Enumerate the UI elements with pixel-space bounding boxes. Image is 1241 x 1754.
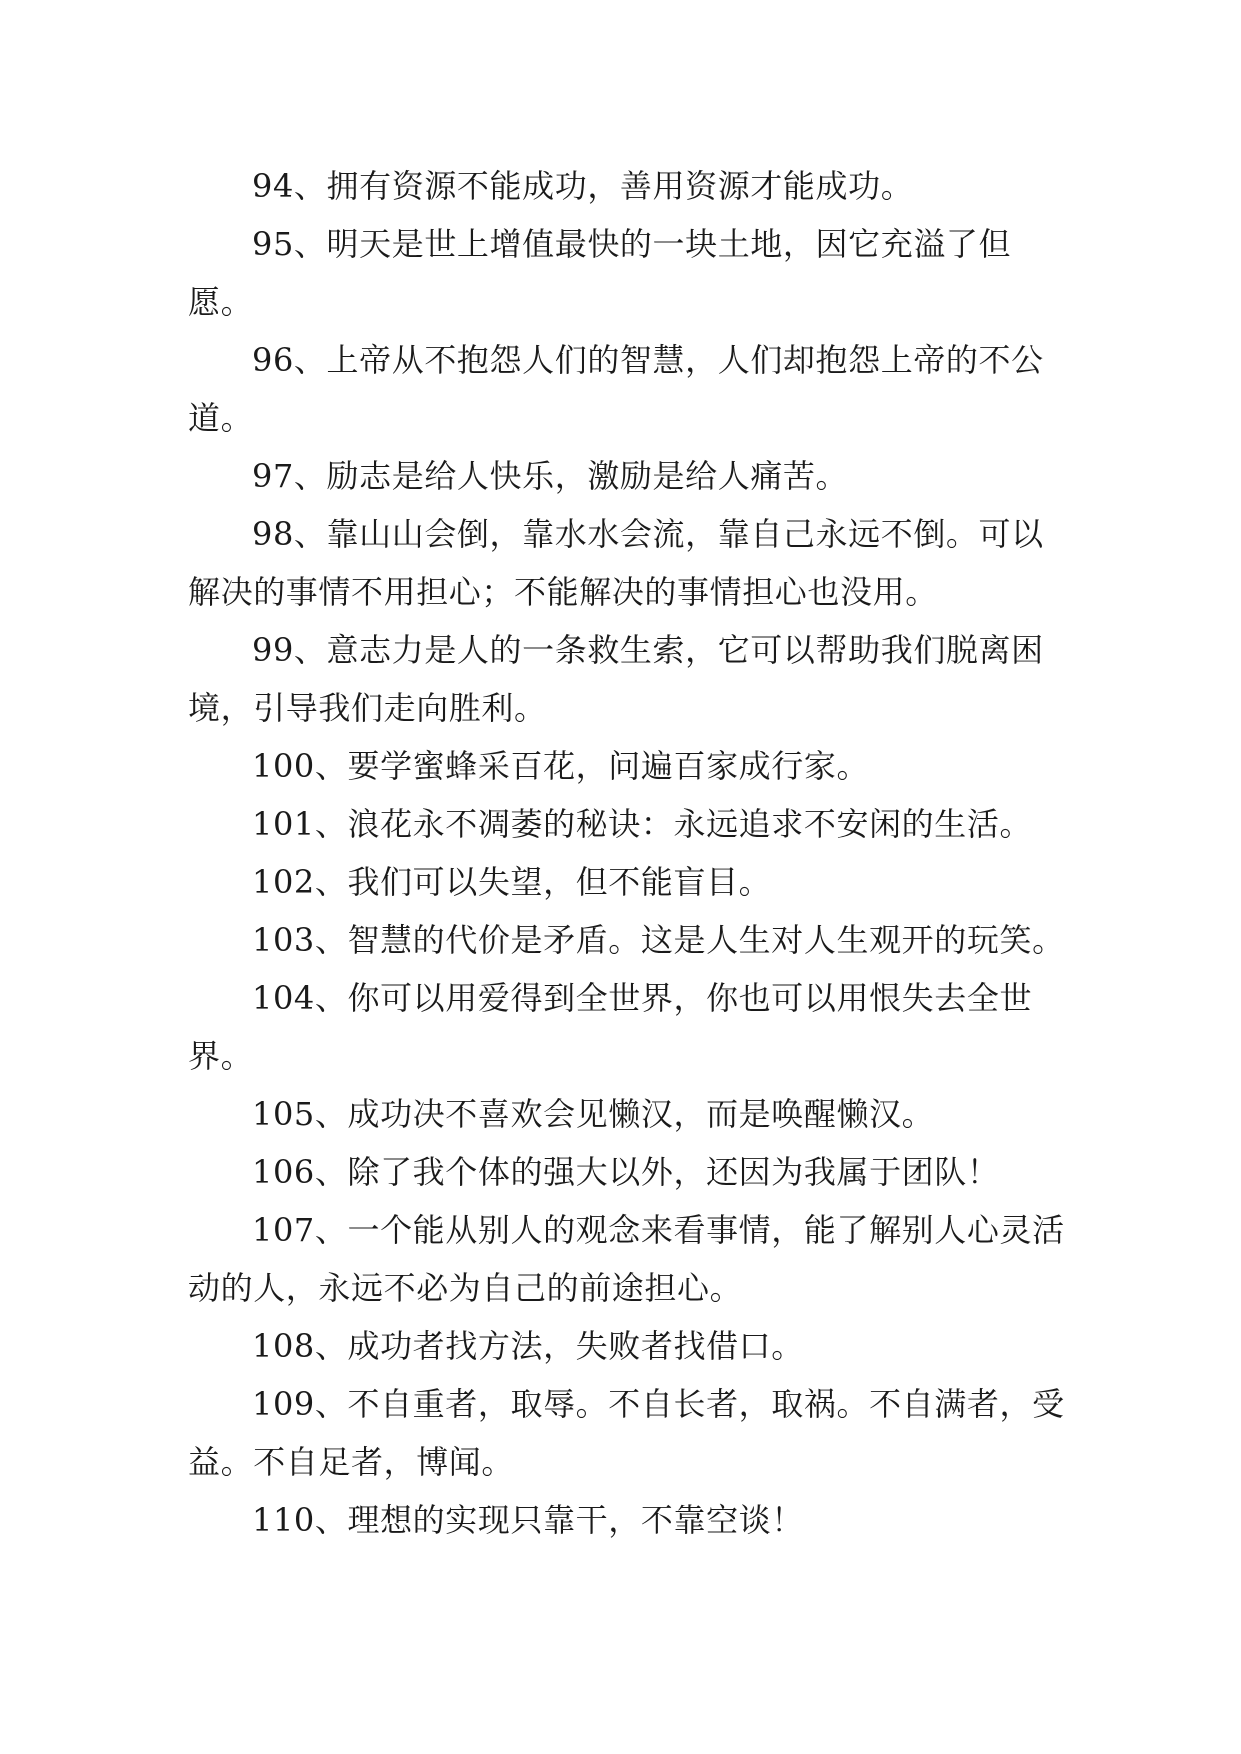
- paragraph-102: 102、我们可以失望，但不能盲目。: [252, 863, 772, 901]
- paragraph-100: 100、要学蜜蜂采百花，问遍百家成行家。: [252, 747, 870, 785]
- paragraph-110: 110、理想的实现只靠干，不靠空谈！: [252, 1501, 804, 1539]
- paragraph-99: 99、意志力是人的一条救生索，它可以帮助我们脱离困境，引导我们走向胜利。: [188, 631, 1044, 727]
- paragraph-104: 104、你可以用爱得到全世界，你也可以用恨失去全世界。: [188, 979, 1033, 1075]
- paragraph-96: 96、上帝从不抱怨人们的智慧，人们却抱怨上帝的不公道。: [188, 341, 1044, 437]
- paragraph-94: 94、拥有资源不能成功，善用资源才能成功。: [252, 167, 914, 205]
- paragraph-109: 109、不自重者，取辱。不自长者，取祸。不自满者，受益。不自足者，博闻。: [188, 1385, 1065, 1481]
- paragraph-108: 108、成功者找方法，失败者找借口。: [252, 1327, 804, 1365]
- paragraph-107: 107、一个能从别人的观念来看事情，能了解别人心灵活动的人，永远不必为自己的前途担心。: [188, 1211, 1065, 1307]
- paragraph-95: 95、明天是世上增值最快的一块土地，因它充溢了但愿。: [188, 225, 1012, 321]
- paragraph-105: 105、成功决不喜欢会见懒汉，而是唤醒懒汉。: [252, 1095, 935, 1133]
- paragraph-97: 97、励志是给人快乐，激励是给人痛苦。: [252, 457, 849, 495]
- document-body: [188, 157, 1068, 1549]
- paragraph-103: 103、智慧的代价是矛盾。这是人生对人生观开的玩笑。: [252, 921, 1065, 959]
- paragraph-101: 101、浪花永不凋萎的秘诀：永远追求不安闲的生活。: [252, 805, 1033, 843]
- paragraph-98: 98、靠山山会倒，靠水水会流，靠自己永远不倒。可以解决的事情不用担心；不能解决的事情担心也没用。: [188, 515, 1044, 611]
- paragraph-106: 106、除了我个体的强大以外，还因为我属于团队！: [252, 1153, 1000, 1191]
